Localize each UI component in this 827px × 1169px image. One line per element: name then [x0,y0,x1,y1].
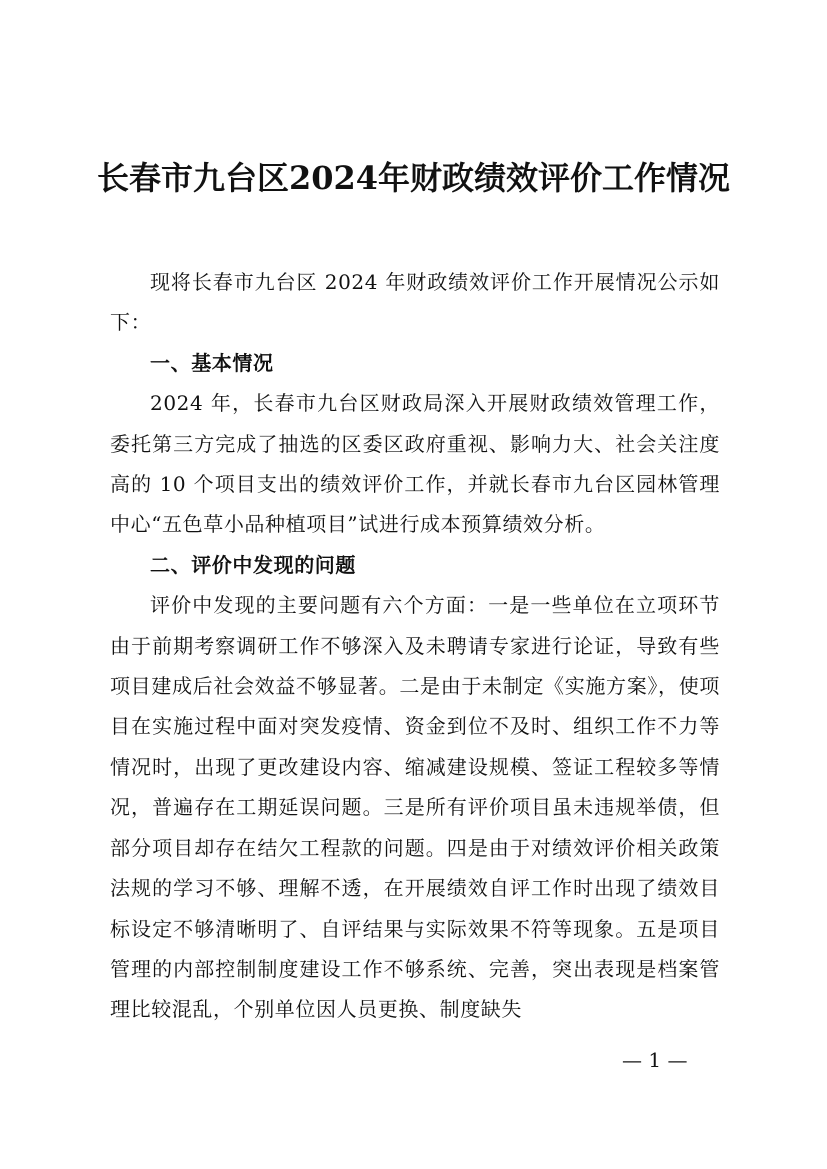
intro-paragraph: 现将长春市九台区 2024 年财政绩效评价工作开展情况公示如下： [110,270,720,335]
section-heading-problems: 二、评价中发现的问题 [150,552,356,577]
section-paragraph-basic: 2024 年，长春市九台区财政局深入开展财政绩效管理工作，委托第三方完成了抽选的区委区政府重视、影响力大、社会关注度高的 10 个项目支出的绩效评价工作，并就长春市九台区园林管理中心“五色草小品种植项目”试进行成本预算绩效分析。 [110,391,720,537]
section-paragraph-problems: 评价中发现的主要问题有六个方面：一是一些单位在立项环节由于前期考察调研工作不够深入及未聘请专家进行论证，导致有些项目建成后社会效益不够显著。二是由于未制定《实施方案》，使项目在实施过程中面对突发疫情、资金到位不及时、组织工作不力等情况时，出现了更改建设内容、缩减建设规模、签证工程较多等情况，普遍存在工期延误问题。三是所有评价项目虽未违规举债，但部分项目却存在结欠工程款的问题。四是由于对绩效评价相关政策法规的学习不够、理解不透，在开展绩效自评工作时出现了绩效目标设定不够清晰明了、自评结果与实际效果不符等现象。五是项目管理的内部控制制度建设工作不够系统、完善，突出表现是档案管理比较混乱，个别单位因人员更换、制度缺失 [110,593,720,1022]
document-title: 长春市九台区2024年财政绩效评价工作情况 [96,159,731,197]
page-number: — 1 — [622,1048,688,1072]
section-heading-basic: 一、基本情况 [150,350,274,375]
document-body [110,262,720,1030]
